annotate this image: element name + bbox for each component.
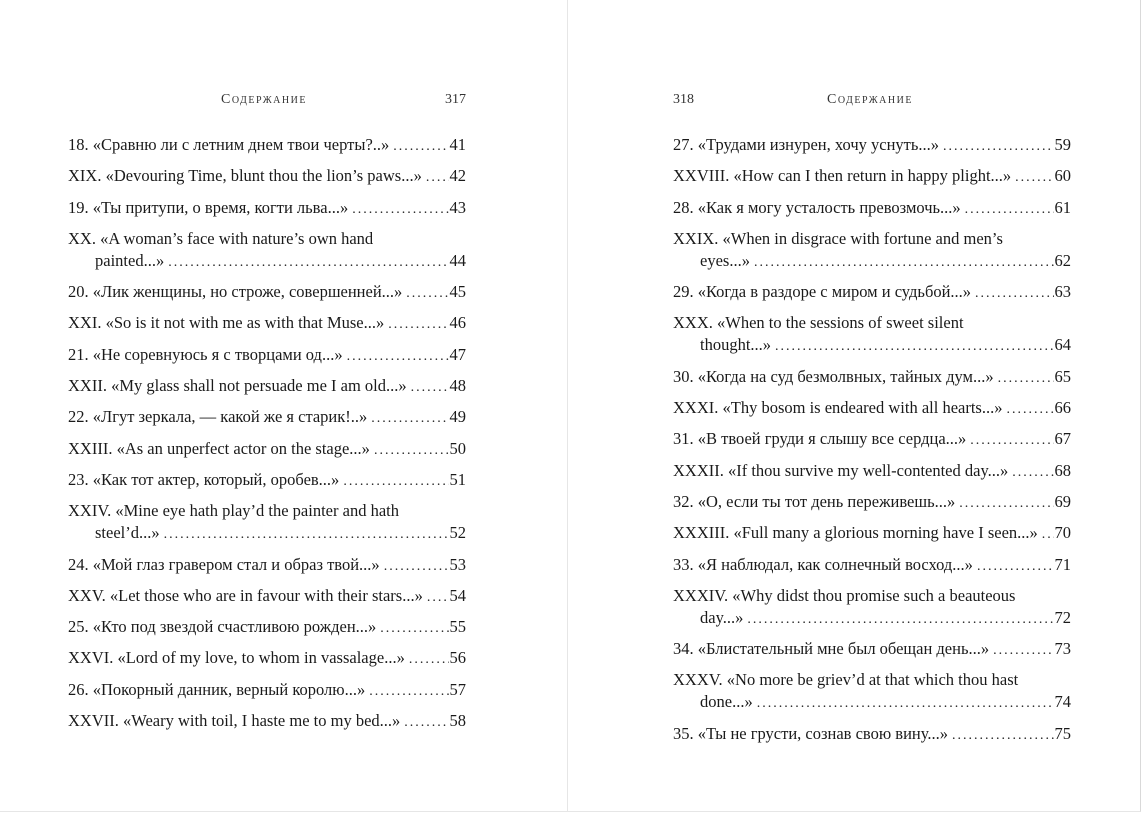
toc-entry-page: 73 bbox=[1054, 639, 1071, 659]
toc-entry-title-line1: XXXV. «No more be griev’d at that which thou hast bbox=[673, 670, 1019, 690]
toc-entry-page: 42 bbox=[449, 166, 466, 186]
dot-leader bbox=[965, 199, 1054, 221]
toc-entry bbox=[673, 281, 1071, 305]
toc-entry bbox=[68, 197, 466, 221]
toc-entry bbox=[673, 585, 1071, 631]
toc-entry-title-line2: eyes...» bbox=[700, 250, 750, 270]
dot-leader bbox=[352, 199, 448, 221]
dot-leader bbox=[1042, 524, 1054, 546]
running-title: Содержание bbox=[221, 92, 307, 107]
toc-entry bbox=[68, 375, 466, 399]
toc-entry-page: 60 bbox=[1054, 166, 1071, 186]
toc-entry bbox=[673, 638, 1071, 662]
dot-leader bbox=[404, 712, 448, 734]
toc-entry bbox=[68, 616, 466, 640]
dot-leader bbox=[747, 609, 1053, 631]
toc-entry-page: 69 bbox=[1054, 491, 1071, 511]
page-number: 317 bbox=[445, 92, 466, 107]
toc-entry bbox=[68, 281, 466, 305]
dot-leader bbox=[427, 587, 449, 609]
toc-entry-page: 45 bbox=[449, 282, 466, 302]
dot-leader bbox=[380, 618, 448, 640]
toc-entry-page: 48 bbox=[449, 376, 466, 396]
toc-entry-title: 22. «Лгут зеркала, — какой же я старик!..» bbox=[68, 407, 368, 427]
toc-entry-page: 67 bbox=[1054, 429, 1071, 449]
toc-entry-title-line2: thought...» bbox=[700, 335, 772, 355]
toc-entry-page: 65 bbox=[1054, 366, 1071, 386]
toc-entry-page: 74 bbox=[1054, 692, 1071, 712]
toc-entry-title: XXVII. «Weary with toil, I haste me to my bed...» bbox=[68, 711, 401, 731]
page-number: 318 bbox=[673, 92, 694, 107]
toc-entry-page: 53 bbox=[449, 554, 466, 574]
toc-entry-title-line1: XXX. «When to the sessions of sweet silent bbox=[673, 313, 964, 333]
toc-entry-title: 23. «Как тот актер, который, оробев...» bbox=[68, 469, 340, 489]
left-page-header bbox=[68, 92, 466, 110]
toc-entry-page: 68 bbox=[1054, 460, 1071, 480]
toc-entry-title: XXXII. «If thou survive my well-contented day...» bbox=[673, 460, 1009, 480]
toc-entry-title: 24. «Мой глаз гравером стал и образ твой...» bbox=[68, 554, 380, 574]
left-page bbox=[0, 0, 568, 812]
toc-entry bbox=[673, 197, 1071, 221]
toc-entry-title: 32. «О, если ты тот день переживешь...» bbox=[673, 491, 956, 511]
toc-entry-title: 34. «Блистательный мне был обещан день...» bbox=[673, 639, 990, 659]
dot-leader bbox=[959, 493, 1053, 515]
toc-entry-title: XXXI. «Thy bosom is endeared with all hearts...» bbox=[673, 398, 1003, 418]
running-title: Содержание bbox=[827, 92, 913, 107]
table-of-contents-left bbox=[68, 134, 466, 741]
dot-leader bbox=[384, 556, 449, 578]
toc-entry-title: 33. «Я наблюдал, как солнечный восход...» bbox=[673, 554, 973, 574]
toc-entry bbox=[68, 500, 466, 546]
toc-entry bbox=[68, 134, 466, 158]
toc-entry-page: 55 bbox=[449, 617, 466, 637]
toc-entry-page: 58 bbox=[449, 711, 466, 731]
toc-entry bbox=[673, 165, 1071, 189]
toc-entry-title: XXIII. «As an unperfect actor on the stage...» bbox=[68, 438, 370, 458]
dot-leader bbox=[943, 136, 1053, 158]
toc-entry-title-line2: steel’d...» bbox=[95, 523, 160, 543]
toc-entry-title-line1: XXIX. «When in disgrace with fortune and men’s bbox=[673, 228, 1003, 248]
toc-entry bbox=[68, 710, 466, 734]
toc-entry-title-line1: XXIV. «Mine eye hath play’d the painter and hath bbox=[68, 501, 399, 521]
toc-entry-title: 18. «Сравню ли с летним днем твои черты?..» bbox=[68, 135, 390, 154]
toc-entry bbox=[68, 554, 466, 578]
dot-leader bbox=[164, 524, 449, 546]
toc-entry bbox=[68, 679, 466, 703]
toc-entry-title: 20. «Лик женщины, но строже, совершенней...» bbox=[68, 282, 403, 302]
toc-entry-title-line1: XX. «A woman’s face with nature’s own hand bbox=[68, 228, 374, 248]
toc-entry-page: 41 bbox=[449, 135, 466, 154]
toc-entry bbox=[673, 669, 1071, 715]
toc-entry-title: 25. «Кто под звездой счастливою рожден...» bbox=[68, 617, 377, 637]
toc-entry-title: 26. «Покорный данник, верный королю...» bbox=[68, 679, 366, 699]
toc-entry-title: 21. «Не соревнуюсь я с творцами од...» bbox=[68, 344, 343, 364]
toc-entry-title: 35. «Ты не грусти, сознав свою вину...» bbox=[673, 723, 948, 743]
toc-entry bbox=[673, 491, 1071, 515]
toc-entry bbox=[68, 438, 466, 462]
right-page-header bbox=[673, 92, 1071, 110]
toc-entry-title-line1: XXXIV. «Why didst thou promise such a beauteous bbox=[673, 585, 1016, 605]
toc-entry-title: XXVI. «Lord of my love, to whom in vassalage...» bbox=[68, 648, 405, 668]
toc-entry bbox=[673, 460, 1071, 484]
toc-entry-title: XXXIII. «Full many a glorious morning have I seen...» bbox=[673, 523, 1038, 543]
toc-entry-page: 70 bbox=[1054, 523, 1071, 543]
dot-leader bbox=[374, 440, 449, 462]
toc-entry-line2 bbox=[68, 250, 466, 274]
dot-leader bbox=[393, 136, 448, 158]
dot-leader bbox=[406, 283, 448, 305]
toc-entry-page: 71 bbox=[1054, 554, 1071, 574]
dot-leader bbox=[952, 725, 1054, 747]
dot-leader bbox=[993, 640, 1053, 662]
toc-entry-page: 61 bbox=[1054, 197, 1071, 217]
toc-entry bbox=[673, 554, 1071, 578]
toc-entry-line2 bbox=[673, 250, 1071, 274]
toc-entry-line2 bbox=[68, 522, 466, 546]
toc-entry bbox=[673, 228, 1071, 274]
toc-entry bbox=[673, 522, 1071, 546]
toc-entry-page: 50 bbox=[449, 438, 466, 458]
toc-entry-page: 62 bbox=[1054, 250, 1071, 270]
toc-entry-page: 47 bbox=[449, 344, 466, 364]
toc-entry-title: XXVIII. «How can I then return in happy plight...» bbox=[673, 166, 1012, 186]
dot-leader bbox=[409, 649, 449, 671]
toc-entry bbox=[673, 428, 1071, 452]
dot-leader bbox=[775, 336, 1053, 358]
toc-entry bbox=[68, 406, 466, 430]
toc-entry bbox=[68, 312, 466, 336]
toc-entry-page: 63 bbox=[1054, 282, 1071, 302]
toc-entry bbox=[68, 165, 466, 189]
toc-entry-page: 75 bbox=[1054, 723, 1071, 743]
dot-leader bbox=[343, 471, 448, 493]
toc-entry-title: XIX. «Devouring Time, blunt thou the lion’s paws...» bbox=[68, 166, 422, 186]
toc-entry-page: 72 bbox=[1054, 607, 1071, 627]
table-of-contents-right bbox=[673, 134, 1071, 754]
toc-entry bbox=[68, 647, 466, 671]
toc-entry-title: 30. «Когда на суд безмолвных, тайных дум...» bbox=[673, 366, 994, 386]
toc-entry-title-line2: painted...» bbox=[95, 250, 165, 270]
toc-entry-line2 bbox=[673, 607, 1071, 631]
toc-entry-page: 59 bbox=[1054, 135, 1071, 154]
toc-entry-title-line2: done...» bbox=[700, 692, 753, 712]
toc-entry-page: 46 bbox=[449, 313, 466, 333]
toc-entry-page: 64 bbox=[1054, 335, 1071, 355]
toc-entry-line2 bbox=[673, 334, 1071, 358]
toc-entry bbox=[673, 397, 1071, 421]
toc-entry-page: 54 bbox=[449, 585, 466, 605]
toc-entry-page: 52 bbox=[449, 523, 466, 543]
toc-entry-page: 56 bbox=[449, 648, 466, 668]
toc-entry-title: XXI. «So is it not with me as with that Muse...» bbox=[68, 313, 385, 333]
dot-leader bbox=[1012, 462, 1053, 484]
toc-entry-title: 28. «Как я могу усталость превозмочь...» bbox=[673, 197, 961, 217]
toc-entry bbox=[68, 585, 466, 609]
dot-leader bbox=[977, 556, 1054, 578]
toc-entry-title: 31. «В твоей груди я слышу все сердца...» bbox=[673, 429, 967, 449]
toc-entry bbox=[68, 344, 466, 368]
dot-leader bbox=[371, 408, 448, 430]
dot-leader bbox=[347, 346, 449, 368]
toc-entry-page: 57 bbox=[449, 679, 466, 699]
toc-entry-page: 44 bbox=[449, 250, 466, 270]
dot-leader bbox=[757, 693, 1054, 715]
toc-entry-page: 49 bbox=[449, 407, 466, 427]
toc-entry-line2 bbox=[673, 691, 1071, 715]
dot-leader bbox=[998, 368, 1054, 390]
dot-leader bbox=[388, 314, 448, 336]
dot-leader bbox=[426, 167, 449, 189]
dot-leader bbox=[369, 681, 448, 703]
toc-entry bbox=[673, 134, 1071, 158]
toc-entry-title: 27. «Трудами изнурен, хочу уснуть...» bbox=[673, 135, 940, 154]
toc-entry bbox=[68, 469, 466, 493]
toc-entry-page: 51 bbox=[449, 469, 466, 489]
dot-leader bbox=[975, 283, 1053, 305]
dot-leader bbox=[1015, 167, 1053, 189]
toc-entry-title: XXII. «My glass shall not persuade me I am old...» bbox=[68, 376, 407, 396]
toc-entry-title: XXV. «Let those who are in favour with their stars...» bbox=[68, 585, 423, 605]
right-page bbox=[568, 0, 1141, 812]
toc-entry bbox=[673, 723, 1071, 747]
dot-leader bbox=[1006, 399, 1053, 421]
toc-entry bbox=[673, 312, 1071, 358]
dot-leader bbox=[411, 377, 449, 399]
toc-entry-page: 66 bbox=[1054, 398, 1071, 418]
toc-entry-title: 19. «Ты притупи, о время, когти льва...» bbox=[68, 197, 349, 217]
toc-entry-title: 29. «Когда в раздоре с миром и судьбой...» bbox=[673, 282, 972, 302]
toc-entry-page: 43 bbox=[449, 197, 466, 217]
dot-leader bbox=[970, 430, 1053, 452]
dot-leader bbox=[754, 252, 1054, 274]
dot-leader bbox=[168, 252, 448, 274]
toc-entry bbox=[68, 228, 466, 274]
toc-entry bbox=[673, 366, 1071, 390]
toc-entry-title-line2: day...» bbox=[700, 607, 744, 627]
